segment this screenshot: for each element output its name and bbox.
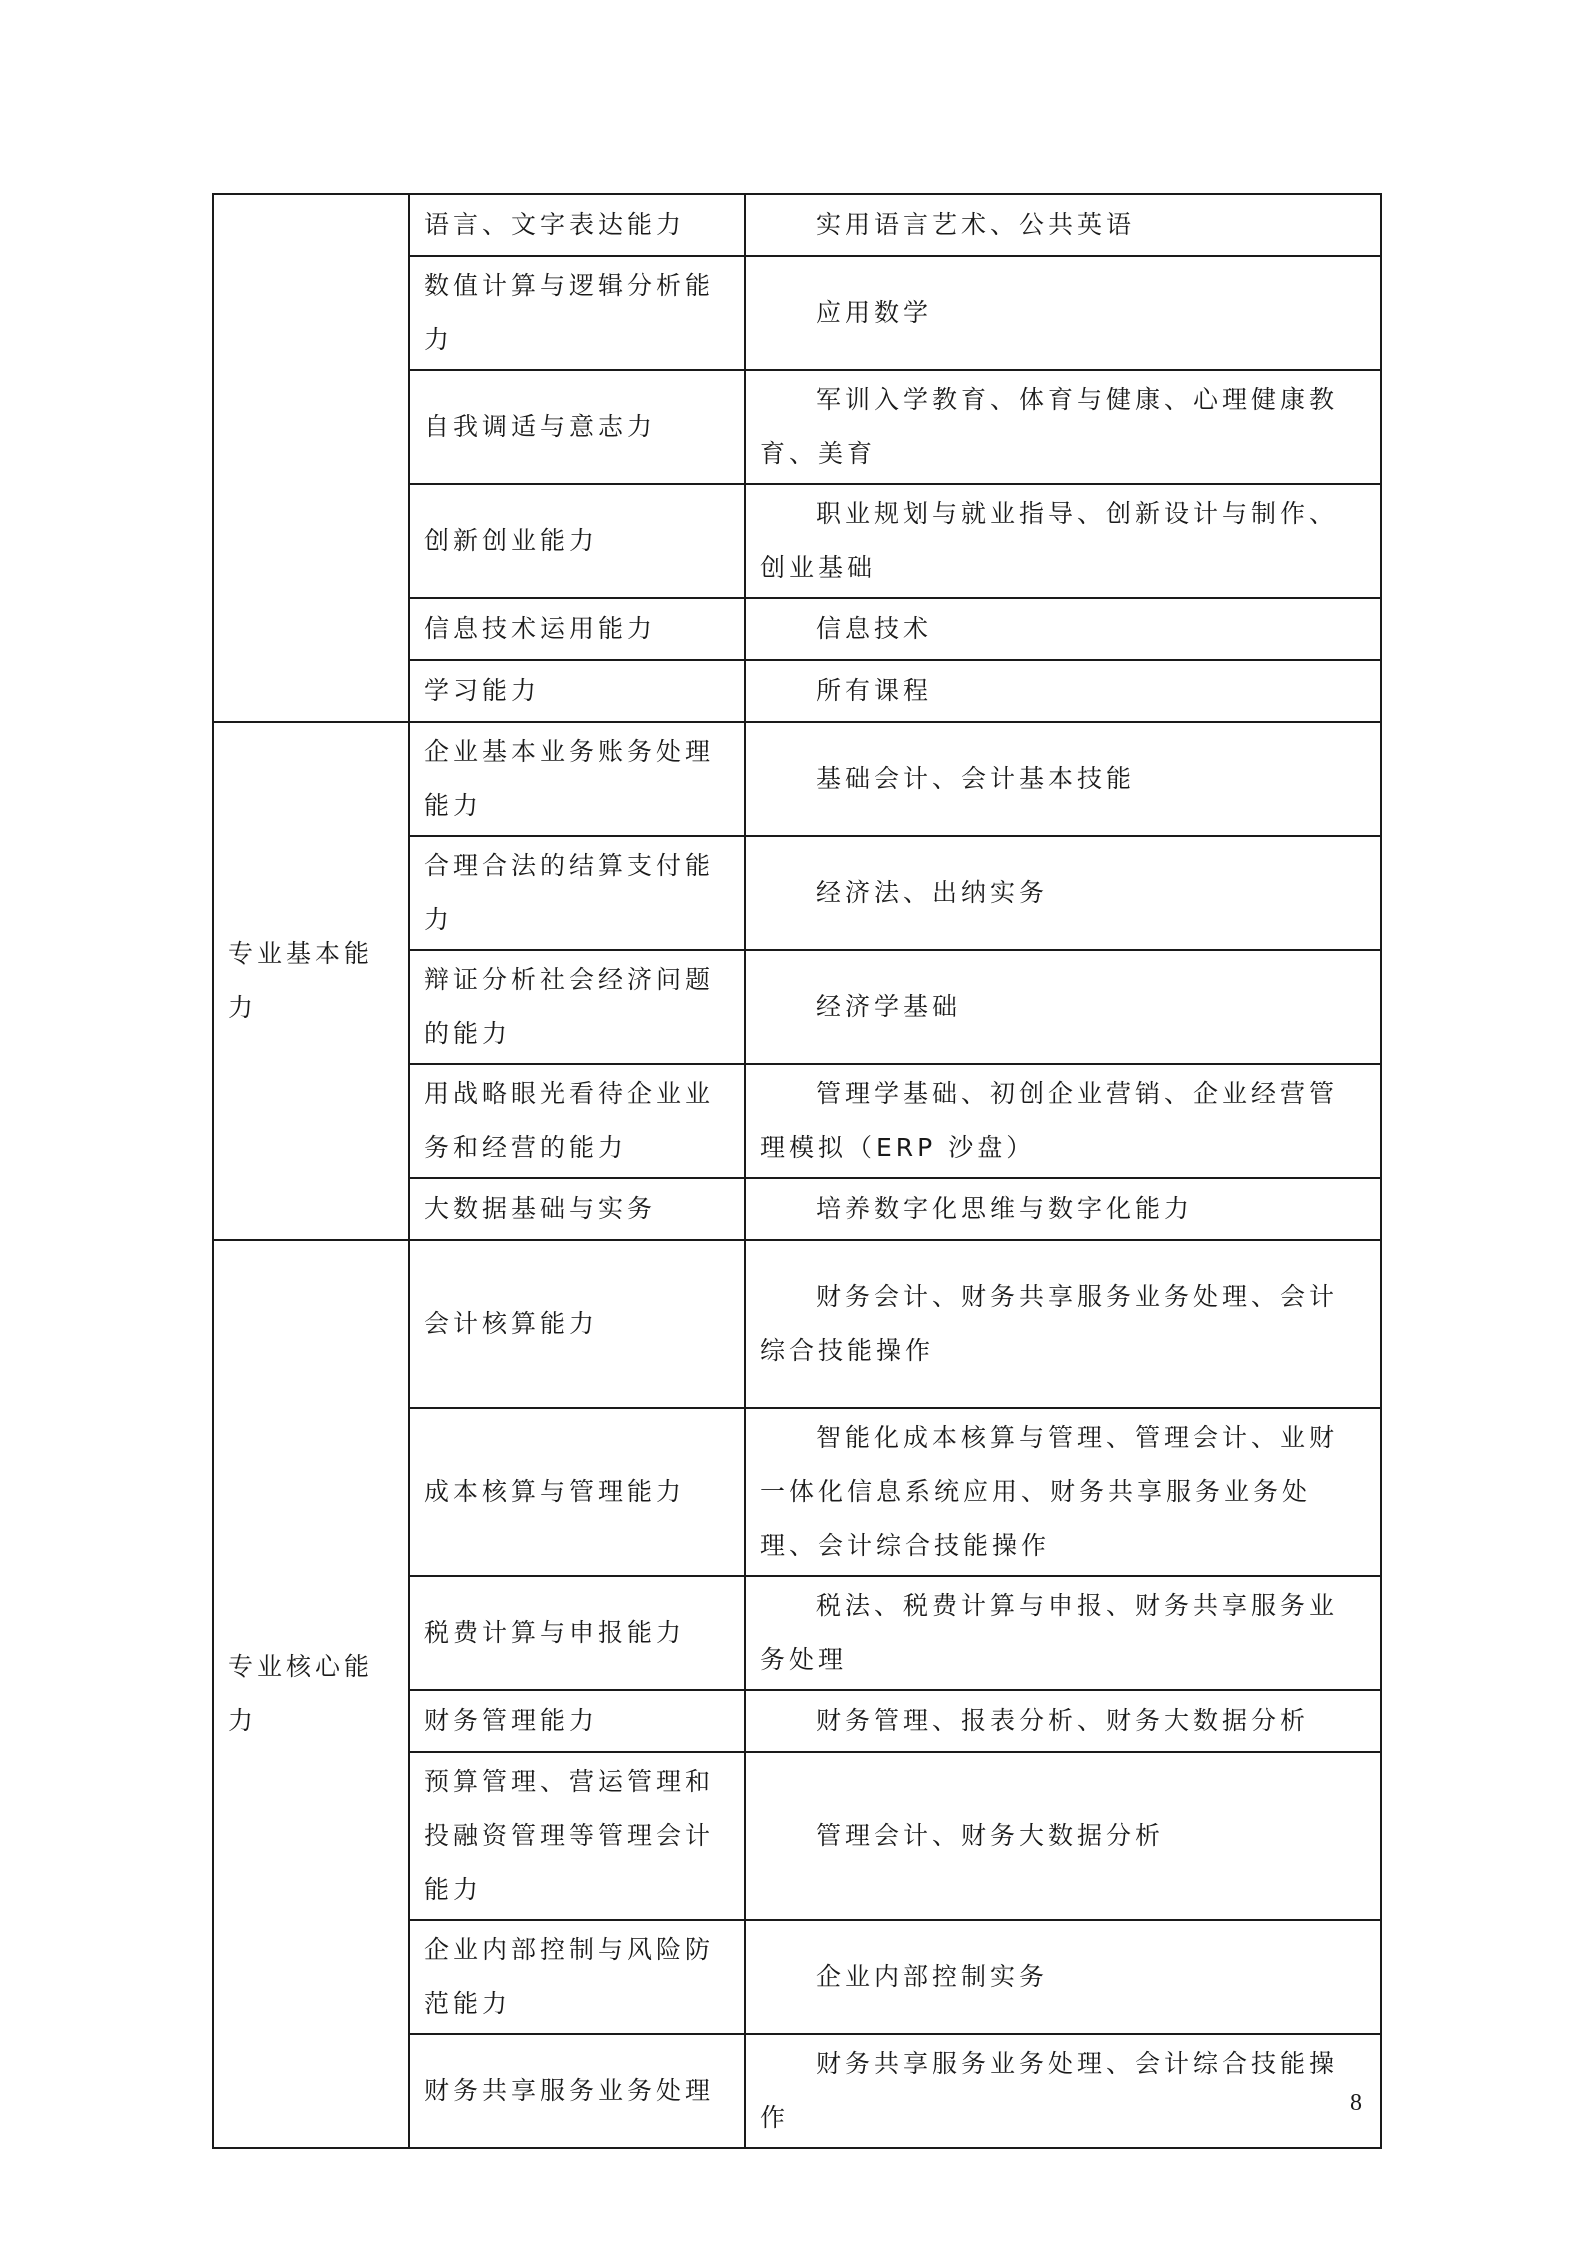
ability-cell: 用战略眼光看待企业业务和经营的能力: [409, 1064, 745, 1178]
ability-cell: 税费计算与申报能力: [409, 1576, 745, 1690]
category-cell: 专业核心能力: [213, 1240, 409, 2148]
table-row: [213, 1240, 1381, 1408]
ability-cell: 财务共享服务业务处理: [409, 2034, 745, 2148]
ability-cell: 成本核算与管理能力: [409, 1408, 745, 1576]
ability-cell: 自我调适与意志力: [409, 370, 745, 484]
ability-course-table: [212, 193, 1382, 2149]
course-cell: 信息技术: [745, 598, 1381, 660]
ability-cell: 企业内部控制与风险防范能力: [409, 1920, 745, 2034]
course-cell: 职业规划与就业指导、创新设计与制作、创业基础: [745, 484, 1381, 598]
course-cell: 培养数字化思维与数字化能力: [745, 1178, 1381, 1240]
course-cell: 经济学基础: [745, 950, 1381, 1064]
ability-cell: 企业基本业务账务处理能力: [409, 722, 745, 836]
course-cell: 基础会计、会计基本技能: [745, 722, 1381, 836]
course-cell: 经济法、出纳实务: [745, 836, 1381, 950]
course-cell: 财务管理、报表分析、财务大数据分析: [745, 1690, 1381, 1752]
ability-cell: 大数据基础与实务: [409, 1178, 745, 1240]
course-cell: 实用语言艺术、公共英语: [745, 194, 1381, 256]
course-cell: 管理学基础、初创企业营销、企业经营管理模拟（ERP 沙盘）: [745, 1064, 1381, 1178]
course-cell: 智能化成本核算与管理、管理会计、业财一体化信息系统应用、财务共享服务业务处理、会计综合技能操作: [745, 1408, 1381, 1576]
course-cell: 所有课程: [745, 660, 1381, 722]
table-row: [213, 194, 1381, 256]
ability-cell: 合理合法的结算支付能力: [409, 836, 745, 950]
ability-cell: 数值计算与逻辑分析能力: [409, 256, 745, 370]
table-row: [213, 722, 1381, 836]
course-cell: 管理会计、财务大数据分析: [745, 1752, 1381, 1920]
ability-cell: 创新创业能力: [409, 484, 745, 598]
category-cell: 专业基本能力: [213, 722, 409, 1240]
ability-cell: 信息技术运用能力: [409, 598, 745, 660]
ability-cell: 预算管理、营运管理和投融资管理等管理会计能力: [409, 1752, 745, 1920]
course-cell: 应用数学: [745, 256, 1381, 370]
ability-cell: 辩证分析社会经济问题的能力: [409, 950, 745, 1064]
course-cell: 财务共享服务业务处理、会计综合技能操作: [745, 2034, 1381, 2148]
page-number: 8: [1350, 2090, 1362, 2116]
course-cell: 企业内部控制实务: [745, 1920, 1381, 2034]
category-cell: [213, 194, 409, 722]
ability-cell: 会计核算能力: [409, 1240, 745, 1408]
course-cell: 军训入学教育、体育与健康、心理健康教育、美育: [745, 370, 1381, 484]
ability-cell: 财务管理能力: [409, 1690, 745, 1752]
ability-cell: 语言、文字表达能力: [409, 194, 745, 256]
course-cell: 财务会计、财务共享服务业务处理、会计综合技能操作: [745, 1240, 1381, 1408]
course-cell: 税法、税费计算与申报、财务共享服务业务处理: [745, 1576, 1381, 1690]
ability-cell: 学习能力: [409, 660, 745, 722]
